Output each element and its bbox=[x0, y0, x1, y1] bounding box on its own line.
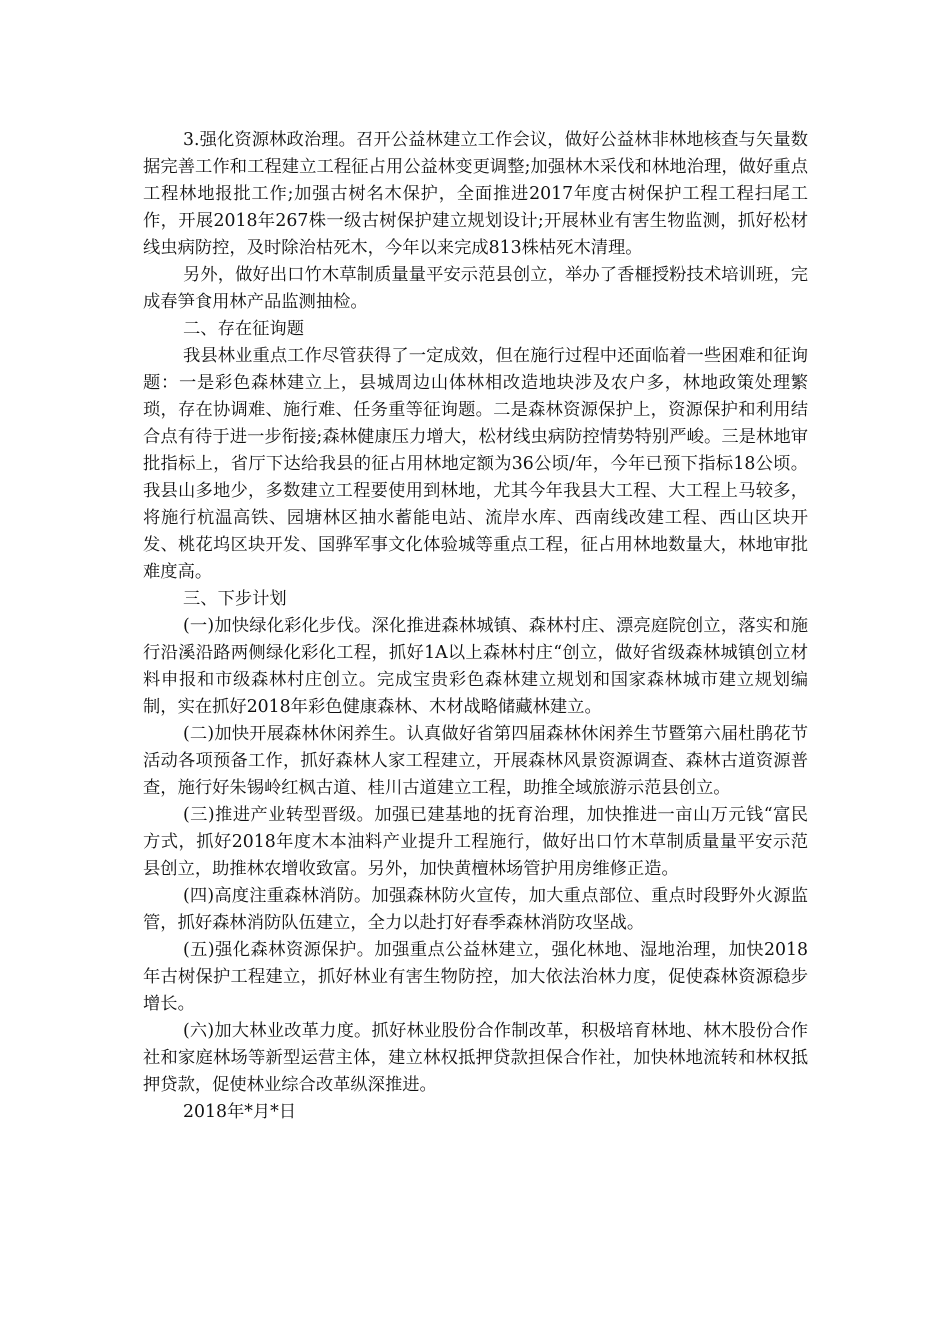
section-heading-next-plan: 三、下步计划 bbox=[183, 589, 287, 609]
paragraph-additional-work: 另外，做好出口竹木草制质量量平安示范县创立，举办了香榧授粉技术培训班，完成春笋食用林产品监测抽检。 bbox=[143, 265, 808, 312]
document-date: 2018年*月*日 bbox=[183, 1102, 297, 1122]
paragraph-plan-1: (一)加快绿化彩化步伐。深化推进森林城镇、森林村庄、漂亮庭院创立，落实和施行沿溪沿路两侧绿化彩化工程，抓好1A以上森林村庄“创立，做好省级森林城镇创立材料申报和市级森林村庄创立。完成宝贵彩色森林建立规划和国家森林城市建立规划编制，实在抓好2018年彩色健康森林、木材战略储藏林建立。 bbox=[143, 616, 808, 717]
section-heading-problems: 二、存在征询题 bbox=[183, 319, 304, 339]
paragraph-plan-2: (二)加快开展森林休闲养生。认真做好省第四届森林休闲养生节暨第六届杜鹃花节活动各项预备工作，抓好森林人家工程建立，开展森林风景资源调查、森林古道资源普查，施行好朱锡岭红枫古道、桂川古道建立工程，助推全域旅游示范县创立。 bbox=[143, 724, 808, 798]
document-body bbox=[143, 127, 808, 1126]
paragraph-plan-3: (三)推进产业转型晋级。加强已建基地的抚育治理，加快推进一亩山万元钱“富民方式，抓好2018年度木本油料产业提升工程施行，做好出口竹木草制质量量平安示范县创立，助推林农增收致富。另外，加快黄檀林场管护用房维修正造。 bbox=[143, 805, 808, 879]
paragraph-plan-6: (六)加大林业改革力度。抓好林业股份合作制改革，积极培育林地、林木股份合作社和家庭林场等新型运营主体，建立林权抵押贷款担保合作社，加快林地流转和林权抵押贷款，促使林业综合改革纵深推进。 bbox=[143, 1021, 808, 1095]
paragraph-problems: 我县林业重点工作尽管获得了一定成效，但在施行过程中还面临着一些困难和征询题：一是彩色森林建立上，县城周边山体林相改造地块涉及农户多，林地政策处理繁琐，存在协调难、施行难、任务重等征询题。二是森林资源保护上，资源保护和利用结合点有待于进一步衔接;森林健康压力增大，松材线虫病防控情势特别严峻。三是林地审批指标上，省厅下达给我县的征占用林地定额为36公顷/年，今年已预下指标18公顷。我县山多地少，多数建立工程要使用到林地，尤其今年我县大工程、大工程上马较多，将施行杭温高铁、园塘林区抽水蓄能电站、流岸水库、西南线改建工程、西山区块开发、桃花坞区块开发、国骅军事文化体验城等重点工程，征占用林地数量大，林地审批难度高。 bbox=[143, 346, 808, 582]
paragraph-forest-governance: 3.强化资源林政治理。召开公益林建立工作会议，做好公益林非林地核查与矢量数据完善工作和工程建立工程征占用公益林变更调整;加强林木采伐和林地治理，做好重点工程林地报批工作;加强古树名木保护，全面推进2017年度古树保护工程工程扫尾工作，开展2018年267株一级古树保护建立规划设计;开展林业有害生物监测，抓好松材线虫病防控，及时除治枯死木，今年以来完成813株枯死木清理。 bbox=[143, 130, 808, 258]
paragraph-plan-4: (四)高度注重森林消防。加强森林防火宣传，加大重点部位、重点时段野外火源监管，抓好森林消防队伍建立，全力以赴打好春季森林消防攻坚战。 bbox=[143, 886, 808, 933]
paragraph-plan-5: (五)强化森林资源保护。加强重点公益林建立，强化林地、湿地治理，加快2018年古树保护工程建立，抓好林业有害生物防控，加大依法治林力度，促使森林资源稳步增长。 bbox=[143, 940, 808, 1014]
